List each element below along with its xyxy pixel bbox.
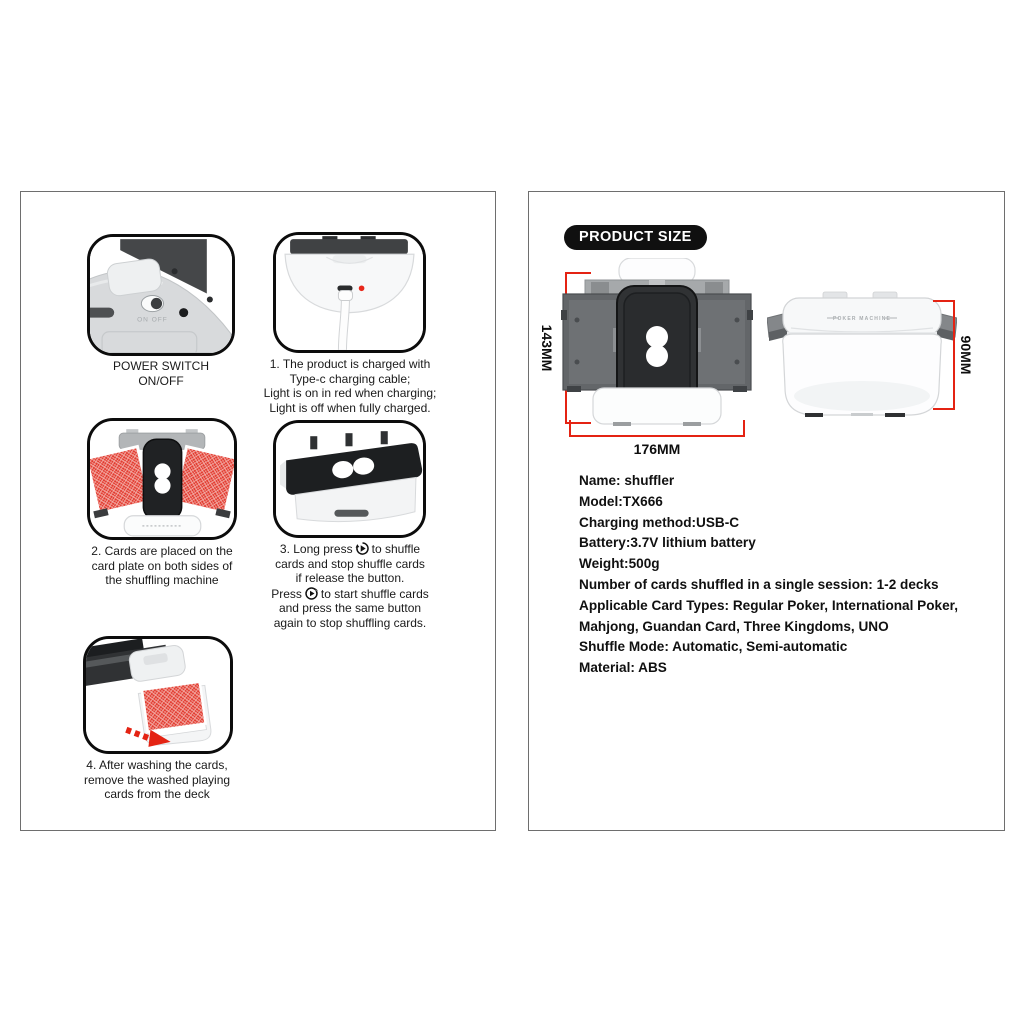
charging-illustration xyxy=(276,235,423,350)
washed-card-stack xyxy=(142,682,207,738)
side-view-diagram xyxy=(767,274,957,420)
spec-card-types-1: Applicable Card Types: Regular Poker, International Poker, xyxy=(579,597,958,613)
left-card-deck xyxy=(90,447,150,514)
shuffle-caption: 3. Long press to shuffle cards and stop shuffle cards if release the button. Press to start shuffle cards and press the same button again to stop shuffling cards. xyxy=(271,542,429,630)
right-card-plate xyxy=(691,294,753,392)
spec-sheet xyxy=(528,191,1005,831)
charging-led xyxy=(359,285,365,291)
product-size-badge: PRODUCT SIZE xyxy=(564,225,707,250)
width-dimension-bracket xyxy=(569,420,745,437)
spec-model: Model:TX666 xyxy=(579,493,663,509)
right-card-deck xyxy=(174,447,234,514)
circle-play-icon xyxy=(304,586,319,601)
left-card-plate xyxy=(561,294,623,392)
top-view-diagram xyxy=(561,258,753,426)
spec-battery: Battery:3.7V lithium battery xyxy=(579,535,756,551)
spec-weight: Weight:500g xyxy=(579,556,660,572)
loop-play-icon xyxy=(355,541,370,556)
switch-engraving: ON OFF xyxy=(137,316,168,324)
power-switch-panel xyxy=(87,234,235,356)
spec-material: Material: ABS xyxy=(579,660,667,676)
card-placement-illustration xyxy=(90,421,234,537)
card-placement-panel xyxy=(87,418,237,540)
power-switch-caption: POWER SWITCH ON/OFF xyxy=(113,359,209,388)
spec-name: Name: shuffler xyxy=(579,473,675,488)
spec-charging: Charging method:USB-C xyxy=(579,514,740,530)
usb-cable-plug xyxy=(338,290,352,300)
dimension-label-depth: 143MM xyxy=(539,324,555,372)
charging-panel xyxy=(273,232,426,353)
spec-session: Number of cards shuffled in a single session: 1-2 decks xyxy=(579,576,939,592)
spec-shuffle-mode: Shuffle Mode: Automatic, Semi-automatic xyxy=(579,639,848,655)
remove-cards-illustration xyxy=(86,639,230,751)
card-placement-caption: 2. Cards are placed on the card plate on both sides of the shuffling machine xyxy=(91,544,233,587)
remove-cards-panel xyxy=(83,636,233,754)
spec-list xyxy=(579,471,989,679)
remove-cards-caption: 4. After washing the cards, remove the washed playing cards from the deck xyxy=(83,758,231,801)
spec-card-types-2: Mahjong, Guandan Card, Three Kingdoms, UNO xyxy=(579,618,889,634)
device-front-label: POKER MACHINE xyxy=(832,316,892,322)
shuffle-button-illustration xyxy=(276,423,423,535)
power-switch-illustration xyxy=(90,237,232,353)
height-dimension-bracket xyxy=(933,300,955,410)
dimension-label-width: 176MM xyxy=(633,441,681,457)
charging-caption: 1. The product is charged with Type-c charging cable; Light is on in red when charging; Light is off when fully charged. xyxy=(263,357,437,415)
shuffle-button-panel xyxy=(273,420,426,538)
dimension-label-height: 90MM xyxy=(958,335,974,375)
instruction-sheet xyxy=(20,191,496,831)
